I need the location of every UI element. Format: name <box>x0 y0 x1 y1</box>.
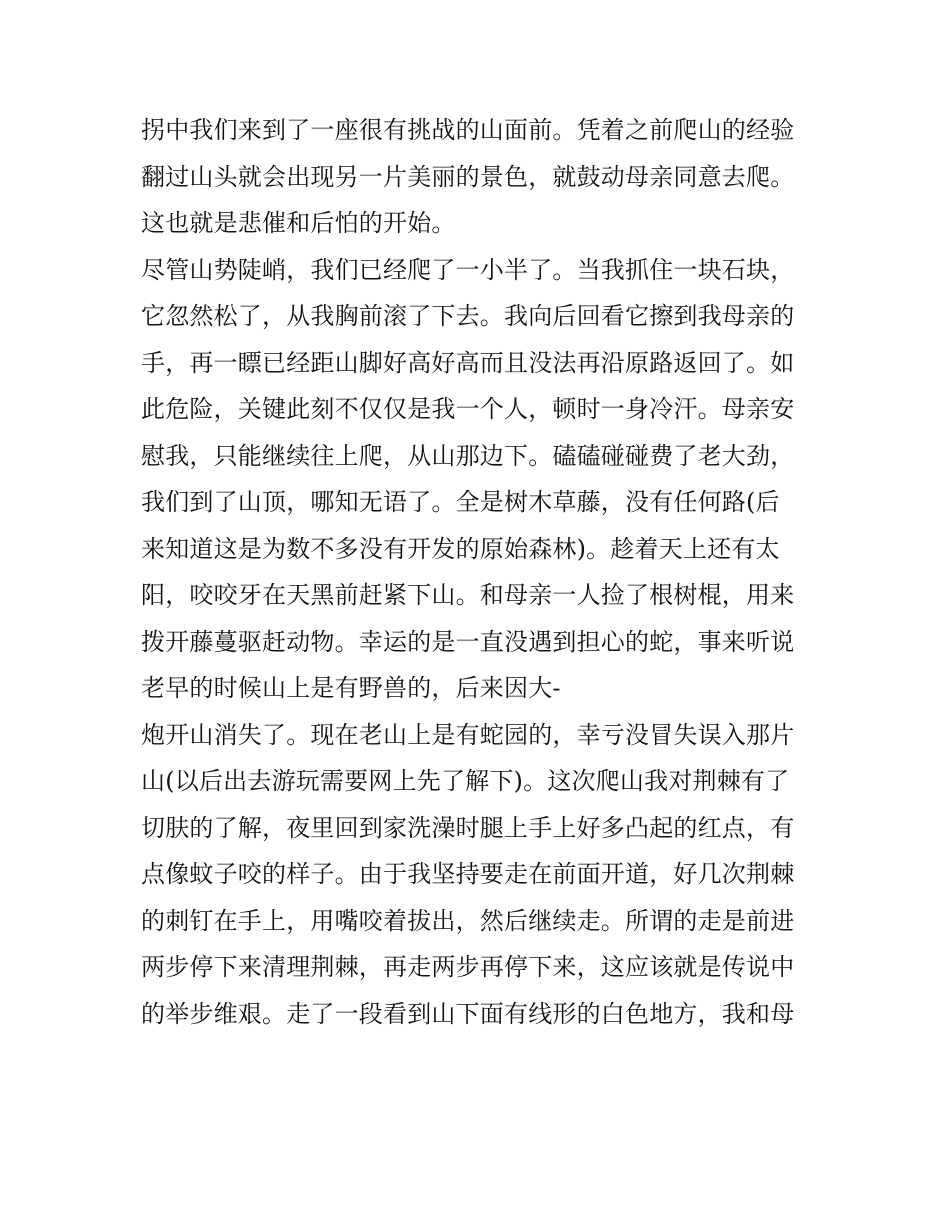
text-line-6: 手，再一瞟已经距山脚好高好高而且没法再沿原路返回了。如 <box>141 348 795 377</box>
text-line-15: 山(以后出去游玩需要网上先了解下)。这次爬山我对荆棘有了 <box>141 767 790 795</box>
text-line-4: 尽管山势陡峭，我们已经爬了一小半了。当我抓住一块石块， <box>141 255 795 284</box>
text-line-13: 老早的时候山上是有野兽的，后来因大- <box>141 674 561 702</box>
text-line-20: 的举步维艰。走了一段看到山下面有线形的白色地方，我和母 <box>141 999 795 1028</box>
text-line-7: 此危险，关键此刻不仅仅是我一个人，顿时一身冷汗。母亲安 <box>141 395 795 423</box>
text-line-9: 我们到了山顶，哪知无语了。全是树木草藤，没有任何路(后 <box>141 488 780 516</box>
text-line-3: 这也就是悲催和后怕的开始。 <box>141 209 456 237</box>
text-line-1: 拐中我们来到了一座很有挑战的山面前。凭着之前爬山的经验 <box>141 116 795 144</box>
text-line-8: 慰我，只能继续往上爬，从山那边下。磕磕碰碰费了老大劲， <box>141 441 795 470</box>
text-line-14: 炮开山消失了。现在老山上是有蛇园的，幸亏没冒失误入那片 <box>141 720 795 749</box>
text-line-18: 的刺钉在手上，用嘴咬着拔出，然后继续走。所谓的走是前进 <box>141 906 795 935</box>
body-text <box>141 107 831 1037</box>
text-line-2: 翻过山头就会出现另一片美丽的景色，就鼓动母亲同意去爬。 <box>141 162 795 191</box>
text-line-11: 阳，咬咬牙在天黑前赶紧下山。和母亲一人捡了根树棍，用来 <box>141 581 795 609</box>
text-line-19: 两步停下来清理荆棘，再走两步再停下来，这应该就是传说中 <box>141 953 795 981</box>
text-line-5: 它忽然松了，从我胸前滚了下去。我向后回看它擦到我母亲的 <box>141 302 795 330</box>
text-line-12: 拨开藤蔓驱赶动物。幸运的是一直没遇到担心的蛇，事来听说 <box>141 627 795 656</box>
text-line-10: 来知道这是为数不多没有开发的原始森林)。趁着天上还有太 <box>141 534 780 563</box>
text-line-16: 切肤的了解，夜里回到家洗澡时腿上手上好多凸起的红点，有 <box>141 813 795 842</box>
text-line-17: 点像蚊子咬的样子。由于我坚持要走在前面开道，好几次荆棘 <box>141 860 795 888</box>
